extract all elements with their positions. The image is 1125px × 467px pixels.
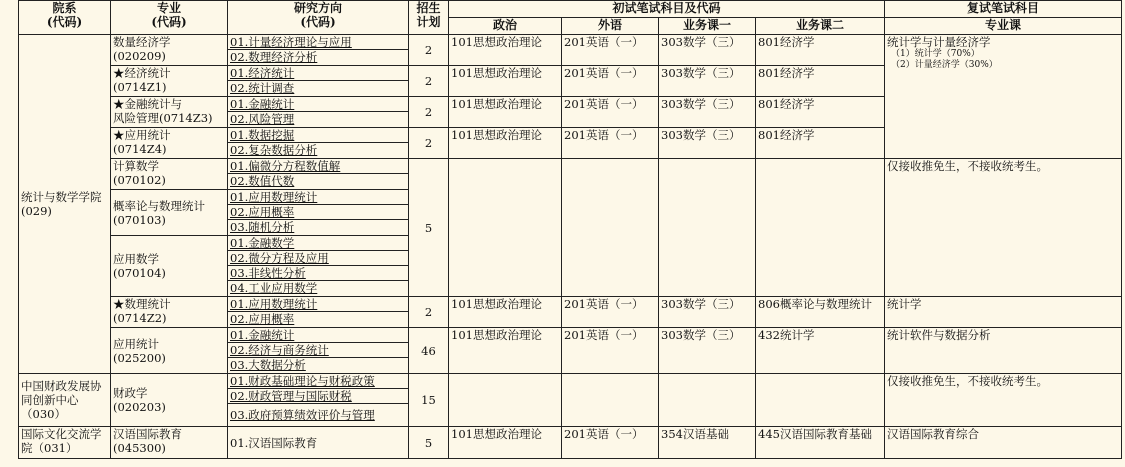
major-cell — [111, 374, 228, 427]
major-cell — [111, 35, 228, 66]
major-code: (070103) — [113, 212, 166, 227]
direction-item: 01.应用数理统计 — [228, 190, 408, 205]
retest-cell: 统计软件与数据分析 — [885, 328, 1122, 374]
direction-item: 01.计量经济理论与应用 — [228, 35, 408, 50]
direction-item: 01.金融数学 — [228, 236, 408, 251]
direction-item: 03.随机分析 — [230, 220, 295, 234]
major-code: (045300) — [113, 441, 166, 455]
header-major — [111, 1, 228, 35]
foreign-cell: 201英语（一） — [562, 328, 659, 374]
foreign-cell — [562, 159, 659, 297]
direction-item: 01.财政基础理论与财税政策 — [228, 374, 408, 389]
header-direction-code: (代码) — [300, 15, 336, 29]
major-cell — [111, 427, 228, 459]
major-name: 财政学 — [113, 386, 148, 400]
table-row — [19, 297, 1122, 328]
quota-cell: 2 — [409, 35, 449, 66]
retest-item: （1）统计学（70%） — [891, 49, 980, 59]
course1-cell: 303数学（三） — [659, 35, 756, 66]
header-dept — [19, 1, 111, 35]
foreign-cell: 201英语（一） — [562, 97, 659, 128]
quota-cell: 5 — [409, 427, 449, 459]
direction-item: 01.数据挖掘 — [228, 128, 408, 143]
direction-item: 03.非线性分析 — [228, 266, 408, 281]
course2-cell — [756, 374, 885, 427]
table-row — [19, 374, 1122, 427]
foreign-cell — [562, 374, 659, 427]
dept-cell: 统计与数学学院(029) — [19, 35, 111, 374]
major-cell — [111, 297, 228, 328]
foreign-cell: 201英语（一） — [562, 128, 659, 159]
course1-cell — [659, 159, 756, 297]
direction-item: 02.数值代数 — [230, 174, 295, 188]
major-cell — [111, 128, 228, 159]
politics-cell: 101思想政治理论 — [449, 427, 562, 459]
header-quota-line1: 招生 — [416, 1, 441, 15]
major-code: (070102) — [113, 173, 166, 187]
course2-cell — [756, 159, 885, 297]
course1-cell: 303数学（三） — [659, 297, 756, 328]
direction-cell — [228, 374, 409, 427]
course2-cell: 801经济学 — [756, 66, 885, 97]
retest-item: （2）计量经济学（30%） — [891, 60, 998, 70]
retest-cell: 统计学 — [885, 297, 1122, 328]
direction-cell — [228, 66, 409, 97]
dept-cell: 国际文化交流学院（031） — [19, 427, 111, 459]
course1-cell: 303数学（三） — [659, 66, 756, 97]
retest-cell: 仅接收推免生，不接收统考生。 — [885, 159, 1122, 297]
quota-cell: 15 — [409, 374, 449, 427]
politics-cell — [449, 374, 562, 427]
admission-catalog — [18, 0, 1121, 467]
major-name: 概率论与数理统计 — [113, 198, 205, 213]
direction-item: 01.汉语国际教育 — [228, 427, 409, 459]
header-quota — [409, 1, 449, 35]
direction-item: 01.经济统计 — [228, 66, 408, 81]
major-name: 数量经济学 — [113, 35, 171, 49]
direction-item: 02.风险管理 — [230, 112, 295, 126]
quota-cell: 2 — [409, 128, 449, 159]
direction-item: 02.复杂数据分析 — [230, 143, 318, 157]
politics-cell — [449, 159, 562, 297]
major-code: (0714Z4) — [113, 142, 167, 156]
direction-cell — [228, 236, 409, 297]
direction-cell — [228, 297, 409, 328]
header-politics: 政治 — [449, 18, 562, 35]
politics-cell: 101思想政治理论 — [449, 328, 562, 374]
major-name: ★应用统计 — [113, 128, 171, 142]
header-dept-code: (代码) — [46, 15, 83, 29]
header-major-label: 专业 — [156, 1, 181, 15]
major-name: 汉语国际教育 — [113, 427, 182, 441]
course1-cell: 303数学（三） — [659, 128, 756, 159]
header-dept-label: 院系 — [52, 1, 77, 15]
header-course1: 业务课一 — [659, 18, 756, 35]
retest-cell: 仅接收推免生，不接收统考生。 — [885, 374, 1122, 427]
course1-cell: 303数学（三） — [659, 97, 756, 128]
politics-cell: 101思想政治理论 — [449, 35, 562, 66]
direction-cell — [228, 328, 409, 374]
major-cell — [111, 159, 228, 190]
foreign-cell: 201英语（一） — [562, 66, 659, 97]
major-code: (0714Z2) — [113, 311, 167, 325]
quota-cell: 5 — [409, 159, 449, 297]
major-cell — [111, 328, 228, 374]
table-row — [19, 328, 1122, 374]
course2-cell: 806概率论与数理统计 — [756, 297, 885, 328]
course2-cell: 432统计学 — [756, 328, 885, 374]
major-name: 计算数学 — [113, 159, 159, 173]
course2-cell: 801经济学 — [756, 97, 885, 128]
major-name: 应用统计 — [113, 336, 159, 351]
direction-cell — [228, 97, 409, 128]
retest-cell — [885, 35, 1122, 159]
quota-cell: 2 — [409, 297, 449, 328]
direction-cell — [228, 190, 409, 236]
direction-cell — [228, 128, 409, 159]
quota-cell: 46 — [409, 328, 449, 374]
direction-item: 02.统计调查 — [230, 81, 295, 95]
direction-item: 03.政府预算绩效评价与管理 — [230, 408, 375, 422]
direction-item: 03.大数据分析 — [230, 358, 306, 372]
header-initial-exam: 初试笔试科目及代码 — [449, 1, 885, 18]
header-direction-label: 研究方向 — [293, 1, 342, 15]
major-code: (020209) — [113, 49, 166, 63]
major-code: (025200) — [113, 350, 166, 365]
header-major-code: (代码) — [151, 15, 187, 29]
major-cell — [111, 66, 228, 97]
direction-item: 02.应用概率 — [230, 312, 295, 326]
direction-item: 02.微分方程及应用 — [228, 251, 408, 266]
major-name: ★数理统计 — [113, 297, 171, 311]
major-cell — [111, 236, 228, 297]
course1-cell: 303数学（三） — [659, 328, 756, 374]
direction-cell — [228, 35, 409, 66]
foreign-cell: 201英语（一） — [562, 297, 659, 328]
direction-item: 01.应用数理统计 — [228, 297, 408, 312]
header-direction — [228, 1, 409, 35]
quota-cell: 2 — [409, 66, 449, 97]
retest-cell: 汉语国际教育综合 — [885, 427, 1122, 459]
major-name: ★金融统计与 — [113, 97, 182, 111]
course2-cell: 445汉语国际教育基础 — [756, 427, 885, 459]
major-cell — [111, 190, 228, 236]
major-code: 风险管理(0714Z3) — [113, 111, 213, 125]
major-cell — [111, 97, 228, 128]
direction-item: 04.工业应用数学 — [230, 281, 318, 295]
major-name: 应用数学 — [113, 252, 159, 266]
major-name: ★经济统计 — [113, 66, 171, 80]
major-code: (020203) — [113, 400, 166, 414]
table-row — [19, 427, 1122, 459]
foreign-cell: 201英语（一） — [562, 35, 659, 66]
header-foreign: 外语 — [562, 18, 659, 35]
retest-title: 统计学与计量经济学 — [887, 35, 991, 49]
politics-cell: 101思想政治理论 — [449, 66, 562, 97]
direction-item: 01.偏微分方程数值解 — [228, 159, 408, 174]
politics-cell: 101思想政治理论 — [449, 128, 562, 159]
dept-cell: 中国财政发展协同创新中心（030） — [19, 374, 111, 427]
direction-item: 02.财政管理与国际财税 — [228, 389, 408, 404]
course2-cell: 801经济学 — [756, 35, 885, 66]
course1-cell — [659, 374, 756, 427]
quota-cell: 2 — [409, 97, 449, 128]
table-row — [19, 159, 1122, 190]
direction-item: 01.金融统计 — [228, 97, 408, 112]
direction-item: 02.应用概率 — [228, 205, 408, 220]
catalog-table — [18, 0, 1122, 459]
foreign-cell: 201英语（一） — [562, 427, 659, 459]
direction-item: 02.经济与商务统计 — [228, 343, 408, 358]
table-row — [19, 35, 1122, 66]
major-code: (0714Z1) — [113, 80, 167, 94]
header-course2: 业务课二 — [756, 18, 885, 35]
direction-cell — [228, 159, 409, 190]
direction-item: 02.数理经济分析 — [230, 50, 318, 64]
politics-cell: 101思想政治理论 — [449, 297, 562, 328]
header-retest-sub: 专业课 — [885, 18, 1122, 35]
politics-cell: 101思想政治理论 — [449, 97, 562, 128]
header-quota-line2: 计划 — [416, 15, 441, 29]
direction-item: 01.金融统计 — [228, 328, 408, 343]
course2-cell: 801经济学 — [756, 128, 885, 159]
course1-cell: 354汉语基础 — [659, 427, 756, 459]
header-retest: 复试笔试科目 — [885, 1, 1122, 18]
major-code: (070104) — [113, 266, 166, 280]
